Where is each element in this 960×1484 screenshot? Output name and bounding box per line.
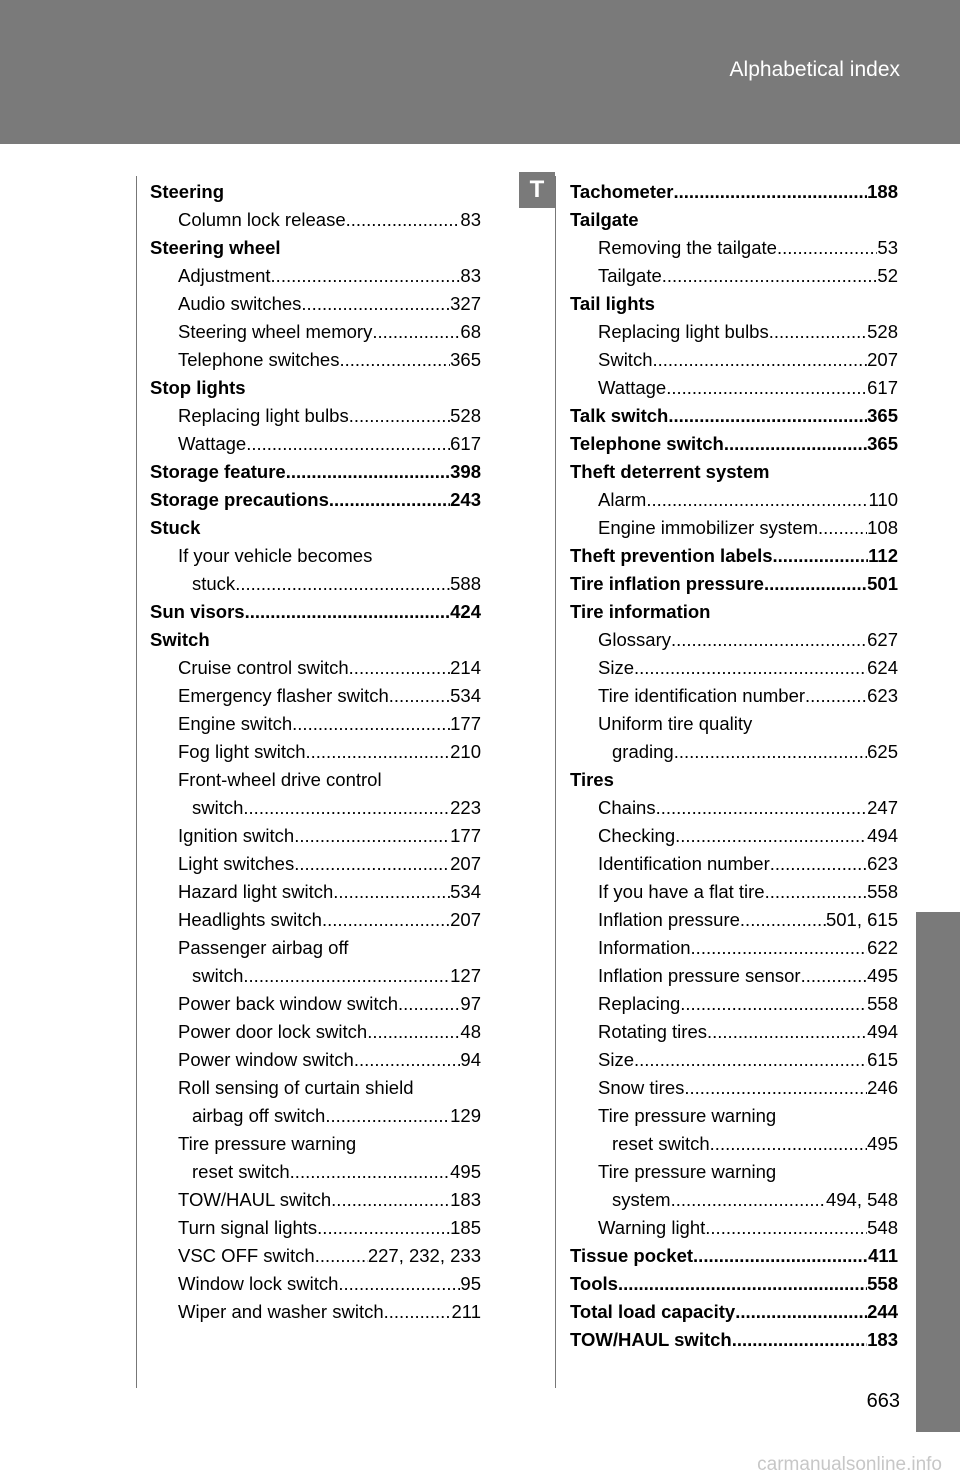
dot-leader xyxy=(294,850,450,878)
index-subentry xyxy=(150,430,481,458)
dot-leader xyxy=(243,962,450,990)
dot-leader xyxy=(691,934,868,962)
dot-leader xyxy=(331,1186,450,1214)
entry-label: Storage precautions xyxy=(150,489,329,510)
page-reference: 127 xyxy=(450,965,481,986)
dot-leader xyxy=(271,262,461,290)
dot-leader xyxy=(777,234,877,262)
dot-leader xyxy=(724,430,867,458)
page-reference: 83 xyxy=(460,209,481,230)
page-reference: 623 xyxy=(867,853,898,874)
index-subentry-line: If your vehicle becomes xyxy=(178,545,373,566)
index-subentry xyxy=(570,878,898,906)
entry-label: Telephone switch xyxy=(570,433,724,454)
page-reference: 501, 615 xyxy=(825,909,898,930)
page-reference: 327 xyxy=(450,293,481,314)
page-reference: 494 xyxy=(867,825,898,846)
dot-leader xyxy=(674,178,868,206)
dot-leader xyxy=(653,346,868,374)
index-heading: Steering xyxy=(150,181,225,202)
page-reference: 83 xyxy=(460,265,481,286)
dot-leader xyxy=(735,1298,867,1326)
index-subentry xyxy=(570,738,898,766)
page-reference: 495 xyxy=(867,965,898,986)
entry-label: system xyxy=(612,1189,671,1210)
dot-leader xyxy=(666,374,867,402)
page-reference: 129 xyxy=(450,1105,481,1126)
page-reference: 495 xyxy=(867,1133,898,1154)
dot-leader xyxy=(245,598,451,626)
page-reference: 534 xyxy=(450,881,481,902)
entry-label: Engine immobilizer system xyxy=(598,517,819,538)
entry-label: Engine switch xyxy=(178,713,293,734)
entry-label: reset switch xyxy=(192,1161,290,1182)
page-header xyxy=(0,0,960,144)
index-subentry xyxy=(150,570,481,598)
page-reference: 528 xyxy=(867,321,898,342)
index-subentry xyxy=(150,1298,481,1326)
entry-label: Column lock release xyxy=(178,209,346,230)
index-subentry xyxy=(570,934,898,962)
page-reference: 207 xyxy=(450,909,481,930)
index-entry xyxy=(150,598,481,626)
entry-label: Alarm xyxy=(598,489,647,510)
entry-label: Wattage xyxy=(178,433,247,454)
index-subentry xyxy=(570,654,898,682)
entry-label: Rotating tires xyxy=(598,1021,707,1042)
page-reference: 548 xyxy=(867,1217,898,1238)
entry-label: Inflation pressure sensor xyxy=(598,965,801,986)
entry-label: stuck xyxy=(192,573,236,594)
index-entry xyxy=(570,178,898,206)
index-subentry xyxy=(570,794,898,822)
entry-label: Storage feature xyxy=(150,461,286,482)
index-entry xyxy=(570,430,898,458)
entry-label: Window lock switch xyxy=(178,1273,339,1294)
index-subentry xyxy=(570,1074,898,1102)
entry-label: Size xyxy=(598,1049,634,1070)
entry-label: switch xyxy=(192,797,244,818)
entry-label: Fog light switch xyxy=(178,741,306,762)
page-reference: 622 xyxy=(867,937,898,958)
page-reference: 183 xyxy=(867,1329,898,1350)
index-subentry-line: Tire pressure warning xyxy=(178,1133,357,1154)
index-heading: Stop lights xyxy=(150,377,246,398)
page-reference: 494 xyxy=(867,1021,898,1042)
entry-label: Hazard light switch xyxy=(178,881,334,902)
index-subentry xyxy=(570,1046,898,1074)
index-subentry xyxy=(150,654,481,682)
page-reference: 617 xyxy=(867,377,898,398)
page-reference: 494, 548 xyxy=(825,1189,898,1210)
page-reference: 246 xyxy=(867,1077,898,1098)
dot-leader xyxy=(367,1018,460,1046)
entry-label: Total load capacity xyxy=(570,1301,736,1322)
dot-leader xyxy=(349,402,450,430)
entry-label: Tailgate xyxy=(598,265,662,286)
entry-label: Audio switches xyxy=(178,293,302,314)
page-reference: 365 xyxy=(867,405,898,426)
column-divider-left xyxy=(136,176,137,1388)
dot-leader xyxy=(235,570,450,598)
page-reference: 185 xyxy=(450,1217,481,1238)
entry-label: Tire inflation pressure xyxy=(570,573,764,594)
index-subentry xyxy=(150,990,481,1018)
dot-leader xyxy=(246,430,450,458)
page-reference: 501 xyxy=(867,573,898,594)
index-subentry xyxy=(570,1186,898,1214)
page-reference: 411 xyxy=(868,1245,898,1266)
index-subentry xyxy=(150,710,481,738)
index-subentry xyxy=(150,290,481,318)
page-reference: 615 xyxy=(867,1049,898,1070)
index-subentry xyxy=(150,318,481,346)
index-heading: Tail lights xyxy=(570,293,655,314)
dot-leader xyxy=(769,318,867,346)
index-subentry xyxy=(570,262,898,290)
page-reference: 108 xyxy=(867,517,898,538)
index-subentry xyxy=(150,1046,481,1074)
index-subentry xyxy=(150,1186,481,1214)
dot-leader xyxy=(693,1242,868,1270)
dot-leader xyxy=(634,654,867,682)
dot-leader xyxy=(732,1326,867,1354)
page-reference: 247 xyxy=(867,797,898,818)
index-heading: Tire information xyxy=(570,601,711,622)
index-entry xyxy=(570,402,898,430)
entry-label: switch xyxy=(192,965,244,986)
page-reference: 495 xyxy=(450,1161,481,1182)
page-reference: 188 xyxy=(867,181,898,202)
index-heading: Tailgate xyxy=(570,209,639,230)
page-reference: 207 xyxy=(450,853,481,874)
index-entry xyxy=(570,1326,898,1354)
dot-leader xyxy=(349,654,450,682)
letter-tab: T xyxy=(519,172,555,208)
index-subentry xyxy=(150,850,481,878)
index-heading: Steering wheel xyxy=(150,237,281,258)
entry-label: Switch xyxy=(598,349,653,370)
page-reference: 207 xyxy=(867,349,898,370)
page-reference: 210 xyxy=(450,741,481,762)
index-subentry xyxy=(150,794,481,822)
page-reference: 68 xyxy=(460,321,481,342)
index-subentry-line: Roll sensing of curtain shield xyxy=(178,1077,414,1098)
index-column-right xyxy=(570,178,898,1354)
index-subentry xyxy=(570,822,898,850)
page-reference: 112 xyxy=(868,545,898,566)
index-subentry xyxy=(570,626,898,654)
page-reference: 627 xyxy=(867,629,898,650)
dot-leader xyxy=(674,738,867,766)
page-reference: 534 xyxy=(450,685,481,706)
page-reference: 243 xyxy=(450,489,481,510)
dot-leader xyxy=(286,458,450,486)
dot-leader xyxy=(710,1130,867,1158)
dot-leader xyxy=(618,1270,867,1298)
page-reference: 227, 232, 233 xyxy=(367,1245,481,1266)
entry-label: Power door lock switch xyxy=(178,1021,368,1042)
index-entry xyxy=(150,486,481,514)
index-subentry-line: Passenger airbag off xyxy=(178,937,349,958)
index-subentry xyxy=(150,262,481,290)
page-reference: 52 xyxy=(877,265,898,286)
dot-leader xyxy=(675,822,867,850)
entry-label: Checking xyxy=(598,825,676,846)
page-reference: 558 xyxy=(867,1273,898,1294)
entry-label: VSC OFF switch xyxy=(178,1245,315,1266)
entry-label: Snow tires xyxy=(598,1077,685,1098)
dot-leader xyxy=(329,486,450,514)
index-entry xyxy=(570,1298,898,1326)
entry-label: Adjustment xyxy=(178,265,271,286)
index-subentry xyxy=(150,738,481,766)
index-subentry xyxy=(570,682,898,710)
page-reference: 48 xyxy=(460,1021,481,1042)
page-reference: 424 xyxy=(450,601,481,622)
entry-label: Identification number xyxy=(598,853,770,874)
dot-leader xyxy=(292,710,450,738)
dot-leader xyxy=(770,850,867,878)
dot-leader xyxy=(805,682,867,710)
dot-leader xyxy=(301,290,450,318)
page-reference: 177 xyxy=(450,713,481,734)
entry-label: Replacing light bulbs xyxy=(178,405,349,426)
dot-leader xyxy=(398,990,460,1018)
entry-label: Talk switch xyxy=(570,405,669,426)
index-subentry xyxy=(150,878,481,906)
dot-leader xyxy=(705,1214,867,1242)
entry-label: grading xyxy=(612,741,674,762)
entry-label: Headlights switch xyxy=(178,909,322,930)
dot-leader xyxy=(646,486,868,514)
index-subentry xyxy=(150,1102,481,1130)
entry-label: TOW/HAUL switch xyxy=(570,1329,732,1350)
dot-leader xyxy=(372,318,460,346)
index-subentry xyxy=(150,822,481,850)
index-heading: Stuck xyxy=(150,517,201,538)
index-subentry xyxy=(150,402,481,430)
dot-leader xyxy=(684,1074,867,1102)
dot-leader xyxy=(740,906,826,934)
page-reference: 625 xyxy=(867,741,898,762)
entry-label: Light switches xyxy=(178,853,295,874)
index-subentry xyxy=(570,234,898,262)
index-entry xyxy=(570,1270,898,1298)
dot-leader xyxy=(290,1158,450,1186)
entry-label: airbag off switch xyxy=(192,1105,326,1126)
dot-leader xyxy=(773,542,869,570)
dot-leader xyxy=(339,346,450,374)
entry-label: Power window switch xyxy=(178,1049,354,1070)
index-subentry xyxy=(570,486,898,514)
page-reference: 558 xyxy=(867,993,898,1014)
index-subentry xyxy=(150,962,481,990)
dot-leader xyxy=(801,962,868,990)
index-heading: Switch xyxy=(150,629,210,650)
index-subentry xyxy=(570,962,898,990)
dot-leader xyxy=(354,1046,461,1074)
index-entry xyxy=(570,570,898,598)
dot-leader xyxy=(634,1046,867,1074)
dot-leader xyxy=(662,262,878,290)
page-reference: 214 xyxy=(450,657,481,678)
index-subentry xyxy=(150,1214,481,1242)
entry-label: Wattage xyxy=(598,377,667,398)
entry-label: Sun visors xyxy=(150,601,245,622)
dot-leader xyxy=(668,402,867,430)
page-reference: 624 xyxy=(867,657,898,678)
index-entry xyxy=(570,542,898,570)
entry-label: Inflation pressure xyxy=(598,909,740,930)
entry-label: TOW/HAUL switch xyxy=(178,1189,332,1210)
page-reference: 558 xyxy=(867,881,898,902)
entry-label: Cruise control switch xyxy=(178,657,349,678)
entry-label: Replacing light bulbs xyxy=(598,321,769,342)
index-subentry xyxy=(150,906,481,934)
page-reference: 95 xyxy=(460,1273,481,1294)
index-subentry-line: Front-wheel drive control xyxy=(178,769,382,790)
page-reference: 617 xyxy=(450,433,481,454)
dot-leader xyxy=(306,738,451,766)
index-subentry xyxy=(150,346,481,374)
page-reference: 365 xyxy=(867,433,898,454)
dot-leader xyxy=(765,878,868,906)
page-reference: 53 xyxy=(877,237,898,258)
index-subentry-line: Tire pressure warning xyxy=(598,1161,777,1182)
dot-leader xyxy=(707,1018,867,1046)
index-entry xyxy=(150,458,481,486)
page-reference: 183 xyxy=(450,1189,481,1210)
index-subentry xyxy=(570,850,898,878)
entry-label: Replacing xyxy=(598,993,681,1014)
page-number: 663 xyxy=(866,1390,900,1412)
index-subentry xyxy=(150,1242,481,1270)
index-subentry xyxy=(150,682,481,710)
dot-leader xyxy=(818,514,867,542)
entry-label: Ignition switch xyxy=(178,825,295,846)
index-subentry xyxy=(570,514,898,542)
dot-leader xyxy=(325,1102,450,1130)
page-reference: 97 xyxy=(460,993,481,1014)
entry-label: Wiper and washer switch xyxy=(178,1301,384,1322)
dot-leader xyxy=(346,206,461,234)
index-subentry xyxy=(150,1270,481,1298)
index-subentry xyxy=(150,1158,481,1186)
entry-label: Size xyxy=(598,657,634,678)
entry-label: Tissue pocket xyxy=(570,1245,694,1266)
index-subentry xyxy=(150,206,481,234)
page-reference: 398 xyxy=(450,461,481,482)
section-side-tab xyxy=(916,912,960,1432)
dot-leader xyxy=(338,1270,460,1298)
dot-leader xyxy=(315,1242,368,1270)
dot-leader xyxy=(333,878,450,906)
index-subentry xyxy=(570,990,898,1018)
index-subentry-line: Uniform tire quality xyxy=(598,713,753,734)
index-heading: Theft deterrent system xyxy=(570,461,770,482)
page-reference: 588 xyxy=(450,573,481,594)
entry-label: Information xyxy=(598,937,691,958)
dot-leader xyxy=(680,990,867,1018)
entry-label: Power back window switch xyxy=(178,993,399,1014)
index-subentry-line: Tire pressure warning xyxy=(598,1105,777,1126)
index-entry xyxy=(570,1242,898,1270)
index-heading: Tires xyxy=(570,769,614,790)
entry-label: Steering wheel memory xyxy=(178,321,373,342)
header-title: Alphabetical index xyxy=(729,58,900,81)
dot-leader xyxy=(384,1298,452,1326)
dot-leader xyxy=(671,626,867,654)
index-subentry xyxy=(150,1018,481,1046)
entry-label: Telephone switches xyxy=(178,349,340,370)
page-reference: 94 xyxy=(460,1049,481,1070)
page-reference: 223 xyxy=(450,797,481,818)
entry-label: Tools xyxy=(570,1273,618,1294)
page-reference: 211 xyxy=(451,1301,481,1322)
index-column-left xyxy=(150,178,481,1326)
page-reference: 244 xyxy=(867,1301,898,1322)
index-subentry xyxy=(570,906,898,934)
page-reference: 177 xyxy=(450,825,481,846)
entry-label: Emergency flasher switch xyxy=(178,685,389,706)
entry-label: If you have a flat tire xyxy=(598,881,765,902)
dot-leader xyxy=(322,906,450,934)
entry-label: Glossary xyxy=(598,629,671,650)
index-subentry xyxy=(570,1018,898,1046)
page-reference: 528 xyxy=(450,405,481,426)
index-subentry xyxy=(570,1214,898,1242)
entry-label: Turn signal lights xyxy=(178,1217,318,1238)
entry-label: Tire identification number xyxy=(598,685,806,706)
index-subentry xyxy=(570,318,898,346)
entry-label: Warning light xyxy=(598,1217,706,1238)
dot-leader xyxy=(656,794,868,822)
entry-label: Removing the tailgate xyxy=(598,237,777,258)
dot-leader xyxy=(243,794,450,822)
dot-leader xyxy=(294,822,450,850)
watermark: carmanualsonline.info xyxy=(757,1454,942,1475)
entry-label: Theft prevention labels xyxy=(570,545,773,566)
dot-leader xyxy=(389,682,450,710)
page-reference: 365 xyxy=(450,349,481,370)
index-subentry xyxy=(570,1130,898,1158)
dot-leader xyxy=(317,1214,450,1242)
index-subentry xyxy=(570,346,898,374)
entry-label: reset switch xyxy=(612,1133,710,1154)
entry-label: Chains xyxy=(598,797,656,818)
page-reference: 623 xyxy=(867,685,898,706)
dot-leader xyxy=(764,570,867,598)
index-subentry xyxy=(570,374,898,402)
page-reference: 110 xyxy=(868,489,898,510)
dot-leader xyxy=(671,1186,826,1214)
column-divider-middle xyxy=(555,176,556,1388)
entry-label: Tachometer xyxy=(570,181,674,202)
